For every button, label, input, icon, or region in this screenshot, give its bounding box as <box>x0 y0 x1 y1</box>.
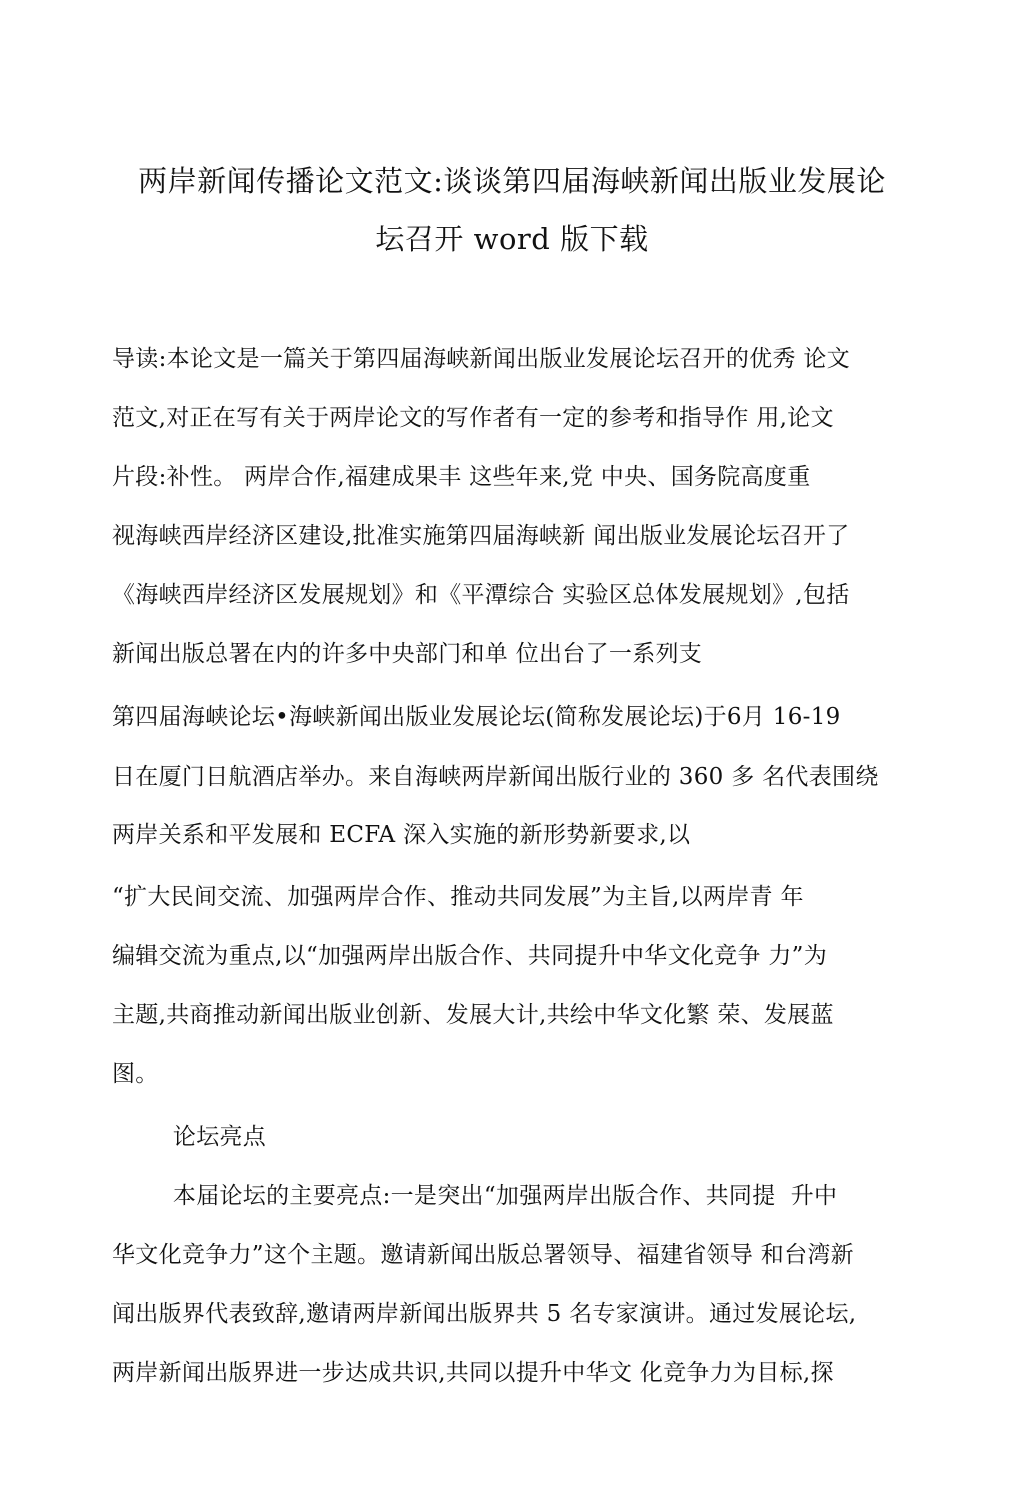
body-line: 华文化竞争力”这个主题。邀请新闻出版总署领导、福建省领导 和台湾新 <box>112 1242 854 1268</box>
body-line: 本届论坛的主要亮点:一是突出“加强两岸出版合作、共同提 升中 <box>112 1183 838 1209</box>
body-line: 图。 <box>112 1061 159 1087</box>
document-title <box>100 152 924 268</box>
body-line: 第四届海峡论坛•海峡新闻出版业发展论坛(简称发展论坛)于6月 16-19 <box>112 704 841 730</box>
body-line: 日在厦门日航酒店举办。来自海峡两岸新闻出版行业的 360 多 名代表围绕 <box>112 764 879 790</box>
body-line: 导读:本论文是一篇关于第四届海峡新闻出版业发展论坛召开的优秀 论文 <box>112 346 850 372</box>
body-line: 片段:补性。 两岸合作,福建成果丰 这些年来,党 中央、国务院高度重 <box>112 464 811 490</box>
body-line: 范文,对正在写有关于两岸论文的写作者有一定的参考和指导作 用,论文 <box>112 405 834 431</box>
body-line: 两岸新闻出版界进一步达成共识,共同以提升中华文 化竞争力为目标,探 <box>112 1360 834 1386</box>
body-line: 闻出版界代表致辞,邀请两岸新闻出版界共 5 名专家演讲。通过发展论坛, <box>112 1301 857 1327</box>
title-line-1: 两岸新闻传播论文范文:谈谈第四届海峡新闻出版业发展论 <box>138 164 886 198</box>
section-heading: 论坛亮点 <box>112 1124 267 1150</box>
body-line: “扩大民间交流、加强两岸合作、推动共同发展”为主旨,以两岸青 年 <box>112 884 804 910</box>
body-line: 两岸关系和平发展和 ECFA 深入实施的新形势新要求,以 <box>112 822 691 848</box>
body-line: 视海峡西岸经济区建设,批准实施第四届海峡新 闻出版业发展论坛召开了 <box>112 523 850 549</box>
body-line: 主题,共商推动新闻出版业创新、发展大计,共绘中华文化繁 荣、发展蓝 <box>112 1002 834 1028</box>
body-line: 新闻出版总署在内的许多中央部门和单 位出台了一系列支 <box>112 641 703 667</box>
body-line: 编辑交流为重点,以“加强两岸出版合作、共同提升中华文化竞争 力”为 <box>112 943 828 969</box>
title-line-2: 坛召开 word 版下载 <box>375 222 649 256</box>
body-line: 《海峡西岸经济区发展规划》和《平潭综合 实验区总体发展规划》,包括 <box>112 582 850 608</box>
